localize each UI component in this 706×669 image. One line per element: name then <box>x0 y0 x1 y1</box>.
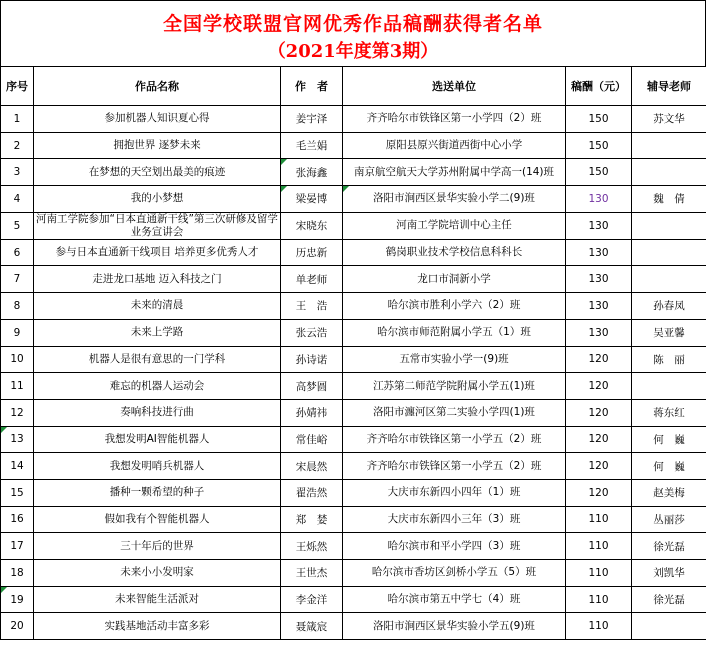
table-row <box>1 159 706 186</box>
cell-author[interactable]: 王 浩 <box>281 293 343 320</box>
table-row <box>1 346 706 373</box>
table-row <box>1 293 706 320</box>
cell-fee[interactable]: 120 <box>566 426 632 453</box>
cell-unit[interactable]: 大庆市东新四小四年（1）班 <box>343 479 566 506</box>
cell-author[interactable]: 毛兰娟 <box>281 132 343 159</box>
header-cell[interactable]: 序号 <box>1 67 34 106</box>
cell-no[interactable]: 15 <box>1 479 34 506</box>
cell-teacher[interactable]: 刘凯华 <box>632 560 706 587</box>
table-row <box>1 399 706 426</box>
cell-author[interactable]: 张云浩 <box>281 319 343 346</box>
cell-no[interactable]: 18 <box>1 560 34 587</box>
cell-author[interactable]: 王世杰 <box>281 560 343 587</box>
award-table <box>0 66 706 640</box>
cell-author[interactable]: 孙诗诺 <box>281 346 343 373</box>
cell-name[interactable]: 我想发明AI智能机器人 <box>34 426 281 453</box>
cell-no[interactable]: 2 <box>1 132 34 159</box>
cell-name[interactable]: 机器人是很有意思的一门学科 <box>34 346 281 373</box>
cell-fee[interactable]: 120 <box>566 479 632 506</box>
table-row <box>1 373 706 400</box>
cell-name[interactable]: 难忘的机器人运动会 <box>34 373 281 400</box>
cell-fee[interactable]: 130 <box>566 212 632 239</box>
cell-name[interactable]: 参加机器人知识夏心得 <box>34 106 281 133</box>
cell-fee[interactable]: 120 <box>566 399 632 426</box>
cell-author[interactable]: 翟浩然 <box>281 479 343 506</box>
cell-unit[interactable]: 大庆市东新四小三年（3）班 <box>343 506 566 533</box>
cell-teacher[interactable]: 苏文华 <box>632 106 706 133</box>
cell-unit[interactable]: 哈尔滨市香坊区剑桥小学五（5）班 <box>343 560 566 587</box>
cell-teacher[interactable]: 孙春凤 <box>632 293 706 320</box>
page-title: 全国学校联盟官网优秀作品稿酬获得者名单 <box>162 13 543 35</box>
header-row <box>1 67 706 106</box>
cell-name[interactable]: 走进龙口基地 迈入科技之门 <box>34 266 281 293</box>
cell-teacher[interactable]: 何 巍 <box>632 453 706 480</box>
cell-no[interactable]: 17 <box>1 533 34 560</box>
page-subtitle: （2021年度第3期） <box>267 41 439 62</box>
table-row <box>1 479 706 506</box>
cell-unit[interactable]: 洛阳市涧西区景华实验小学二(9)班 <box>343 186 566 213</box>
title-block <box>0 0 706 66</box>
cell-unit[interactable]: 哈尔滨市第五中学七（4）班 <box>343 586 566 613</box>
table-row <box>1 266 706 293</box>
cell-fee[interactable]: 150 <box>566 159 632 186</box>
table-row <box>1 426 706 453</box>
cell-unit[interactable]: 原阳县原兴街道西街中心小学 <box>343 132 566 159</box>
cell-name[interactable]: 实践基地活动丰富多彩 <box>34 613 281 640</box>
cell-teacher[interactable] <box>632 159 706 186</box>
table-row <box>1 132 706 159</box>
cell-name[interactable]: 未来小小发明家 <box>34 560 281 587</box>
table-row <box>1 560 706 587</box>
cell-unit[interactable]: 河南工学院培训中心主任 <box>343 212 566 239</box>
cell-no[interactable]: 5 <box>1 212 34 239</box>
cell-no[interactable]: 14 <box>1 453 34 480</box>
table-row <box>1 106 706 133</box>
cell-name[interactable]: 我想发明哨兵机器人 <box>34 453 281 480</box>
cell-teacher[interactable]: 魏 倩 <box>632 186 706 213</box>
cell-teacher[interactable]: 丛丽莎 <box>632 506 706 533</box>
cell-no[interactable]: 10 <box>1 346 34 373</box>
cell-teacher[interactable]: 徐光磊 <box>632 533 706 560</box>
table-row <box>1 453 706 480</box>
header-cell[interactable]: 辅导老师 <box>632 67 706 106</box>
cell-fee[interactable]: 150 <box>566 106 632 133</box>
cell-author[interactable]: 高梦圆 <box>281 373 343 400</box>
table-row <box>1 613 706 640</box>
cell-author[interactable]: 梁晏博 <box>281 186 343 213</box>
cell-no[interactable]: 11 <box>1 373 34 400</box>
cell-author[interactable]: 郑 婪 <box>281 506 343 533</box>
table-row <box>1 586 706 613</box>
cell-teacher[interactable] <box>632 212 706 239</box>
cell-fee[interactable]: 110 <box>566 560 632 587</box>
cell-author[interactable]: 宋晓东 <box>281 212 343 239</box>
cell-author[interactable]: 姜宇泽 <box>281 106 343 133</box>
cell-teacher[interactable] <box>632 239 706 266</box>
cell-unit[interactable]: 哈尔滨市师范附属小学五（1）班 <box>343 319 566 346</box>
cell-unit[interactable]: 洛阳市涧西区景华实验小学五(9)班 <box>343 613 566 640</box>
cell-no[interactable]: 16 <box>1 506 34 533</box>
cell-author[interactable]: 聂箴宸 <box>281 613 343 640</box>
cell-name[interactable]: 拥抱世界 逐梦未来 <box>34 132 281 159</box>
cell-unit[interactable]: 哈尔滨市胜利小学六（2）班 <box>343 293 566 320</box>
cell-teacher[interactable]: 吴亚馨 <box>632 319 706 346</box>
header-cell[interactable]: 选送单位 <box>343 67 566 106</box>
cell-author[interactable]: 李金洋 <box>281 586 343 613</box>
cell-fee[interactable]: 110 <box>566 506 632 533</box>
cell-author[interactable]: 历忠新 <box>281 239 343 266</box>
cell-author[interactable]: 常佳峪 <box>281 426 343 453</box>
cell-no[interactable]: 6 <box>1 239 34 266</box>
cell-name[interactable]: 播种一颗希望的种子 <box>34 479 281 506</box>
cell-author[interactable]: 王烁然 <box>281 533 343 560</box>
cell-fee[interactable]: 130 <box>566 186 632 213</box>
cell-fee[interactable]: 130 <box>566 319 632 346</box>
cell-author[interactable]: 张海鑫 <box>281 159 343 186</box>
cell-author[interactable]: 单老师 <box>281 266 343 293</box>
cell-name[interactable]: 我的小梦想 <box>34 186 281 213</box>
cell-fee[interactable]: 110 <box>566 533 632 560</box>
table-row <box>1 186 706 213</box>
cell-unit[interactable]: 齐齐哈尔市铁锋区第一小学五（2）班 <box>343 453 566 480</box>
table-row <box>1 506 706 533</box>
cell-name[interactable]: 河南工学院参加“日本直通新干线”第三次研修及留学业务宣讲会 <box>34 212 281 239</box>
cell-fee[interactable]: 150 <box>566 132 632 159</box>
cell-unit[interactable]: 洛阳市瀍河区第二实验小学四(1)班 <box>343 399 566 426</box>
cell-teacher[interactable]: 赵美梅 <box>632 479 706 506</box>
header-cell[interactable]: 作品名称 <box>34 67 281 106</box>
cell-unit[interactable]: 南京航空航天大学苏州附属中学高一(14)班 <box>343 159 566 186</box>
cell-no[interactable]: 8 <box>1 293 34 320</box>
cell-teacher[interactable]: 徐光磊 <box>632 586 706 613</box>
header-cell[interactable]: 稿酬（元） <box>566 67 632 106</box>
cell-unit[interactable]: 哈尔滨市和平小学四（3）班 <box>343 533 566 560</box>
cell-unit[interactable]: 龙口市洞新小学 <box>343 266 566 293</box>
cell-fee[interactable]: 120 <box>566 346 632 373</box>
cell-name[interactable]: 在梦想的天空划出最美的痕迹 <box>34 159 281 186</box>
cell-fee[interactable]: 130 <box>566 293 632 320</box>
cell-unit[interactable]: 齐齐哈尔市铁锋区第一小学四（2）班 <box>343 106 566 133</box>
cell-no[interactable]: 1 <box>1 106 34 133</box>
cell-no[interactable]: 12 <box>1 399 34 426</box>
cell-no[interactable]: 7 <box>1 266 34 293</box>
cell-fee[interactable]: 130 <box>566 266 632 293</box>
cell-no[interactable]: 20 <box>1 613 34 640</box>
cell-unit[interactable]: 江苏第二师范学院附属小学五(1)班 <box>343 373 566 400</box>
cell-fee[interactable]: 120 <box>566 453 632 480</box>
cell-teacher[interactable]: 何 巍 <box>632 426 706 453</box>
cell-no[interactable]: 13 <box>1 426 34 453</box>
cell-author[interactable]: 宋晨然 <box>281 453 343 480</box>
table-row <box>1 212 706 239</box>
cell-name[interactable]: 三十年后的世界 <box>34 533 281 560</box>
cell-fee[interactable]: 110 <box>566 586 632 613</box>
cell-name[interactable]: 未来上学路 <box>34 319 281 346</box>
cell-unit[interactable]: 齐齐哈尔市铁锋区第一小学五（2）班 <box>343 426 566 453</box>
table-row <box>1 533 706 560</box>
table-row <box>1 239 706 266</box>
cell-no[interactable]: 9 <box>1 319 34 346</box>
cell-no[interactable]: 3 <box>1 159 34 186</box>
cell-teacher[interactable]: 蒋东红 <box>632 399 706 426</box>
cell-teacher[interactable] <box>632 266 706 293</box>
cell-teacher[interactable] <box>632 613 706 640</box>
cell-fee[interactable]: 120 <box>566 373 632 400</box>
table-row <box>1 319 706 346</box>
cell-no[interactable]: 19 <box>1 586 34 613</box>
cell-name[interactable]: 假如我有个智能机器人 <box>34 506 281 533</box>
header-cell[interactable]: 作 者 <box>281 67 343 106</box>
cell-fee[interactable]: 110 <box>566 613 632 640</box>
cell-teacher[interactable] <box>632 132 706 159</box>
cell-name[interactable]: 未来智能生活派对 <box>34 586 281 613</box>
cell-name[interactable]: 参与日本直通新干线项目 培养更多优秀人才 <box>34 239 281 266</box>
cell-unit[interactable]: 五常市实验小学一(9)班 <box>343 346 566 373</box>
cell-name[interactable]: 未来的清晨 <box>34 293 281 320</box>
cell-name[interactable]: 奏响科技进行曲 <box>34 399 281 426</box>
cell-author[interactable]: 孙婧祎 <box>281 399 343 426</box>
cell-fee[interactable]: 130 <box>566 239 632 266</box>
cell-teacher[interactable]: 陈 丽 <box>632 346 706 373</box>
cell-unit[interactable]: 鹤岗职业技术学校信息科科长 <box>343 239 566 266</box>
cell-no[interactable]: 4 <box>1 186 34 213</box>
cell-teacher[interactable] <box>632 373 706 400</box>
